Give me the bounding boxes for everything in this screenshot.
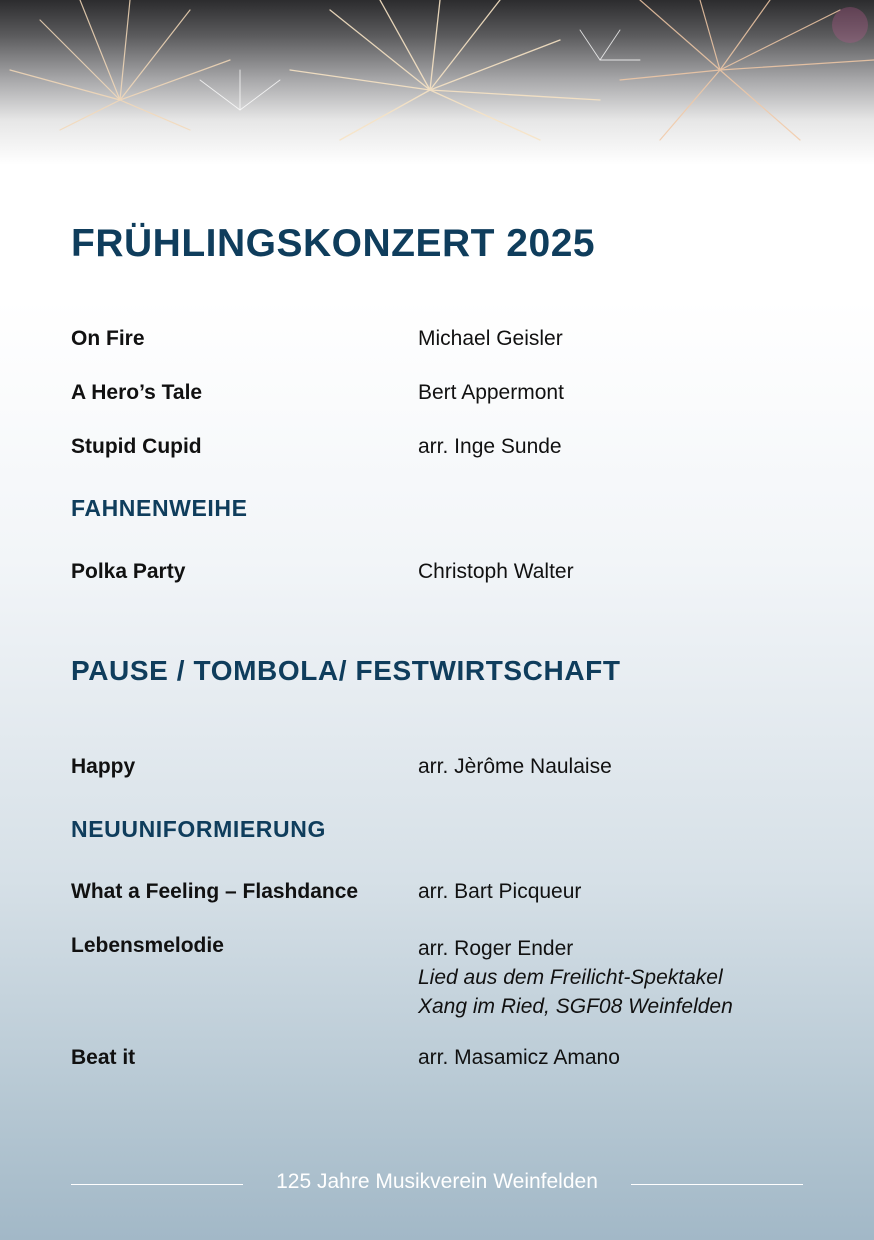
composer: arr. Roger Ender bbox=[418, 937, 574, 960]
fireworks-header-image bbox=[0, 0, 874, 170]
composer: Christoph Walter bbox=[418, 560, 574, 583]
piece-title: Beat it bbox=[71, 1046, 136, 1069]
section-heading-pause: PAUSE / TOMBOLA/ FESTWIRTSCHAFT bbox=[71, 655, 621, 686]
piece-note-line: Lied aus dem Freilicht-Spektakel bbox=[418, 966, 723, 989]
composer-block bbox=[418, 934, 733, 1021]
piece-title: Happy bbox=[71, 755, 136, 778]
section-heading-neuuniformierung: NEUUNIFORMIERUNG bbox=[71, 816, 326, 842]
footer-text: 125 Jahre Musikverein Weinfelden bbox=[276, 1170, 598, 1193]
page-title: FRÜHLINGSKONZERT 2025 bbox=[71, 222, 596, 265]
piece-title: A Hero’s Tale bbox=[71, 381, 203, 404]
piece-note-line: Xang im Ried, SGF08 Weinfelden bbox=[418, 995, 733, 1018]
composer: arr. Masamicz Amano bbox=[418, 1046, 620, 1069]
composer: arr. Bart Picqueur bbox=[418, 880, 582, 903]
footer bbox=[71, 1170, 803, 1200]
composer: arr. Jèrôme Naulaise bbox=[418, 755, 612, 778]
piece-title: What a Feeling – Flashdance bbox=[71, 880, 359, 903]
composer: Bert Appermont bbox=[418, 381, 564, 404]
composer: Michael Geisler bbox=[418, 327, 563, 350]
piece-title: Polka Party bbox=[71, 560, 186, 583]
composer: arr. Inge Sunde bbox=[418, 435, 562, 458]
piece-title: Lebensmelodie bbox=[71, 934, 224, 957]
piece-title: Stupid Cupid bbox=[71, 435, 202, 458]
fireworks-graphic bbox=[0, 0, 874, 170]
piece-title: On Fire bbox=[71, 327, 145, 350]
footer-divider-right bbox=[631, 1184, 803, 1185]
section-heading-fahnenweihe: FAHNENWEIHE bbox=[71, 495, 248, 521]
